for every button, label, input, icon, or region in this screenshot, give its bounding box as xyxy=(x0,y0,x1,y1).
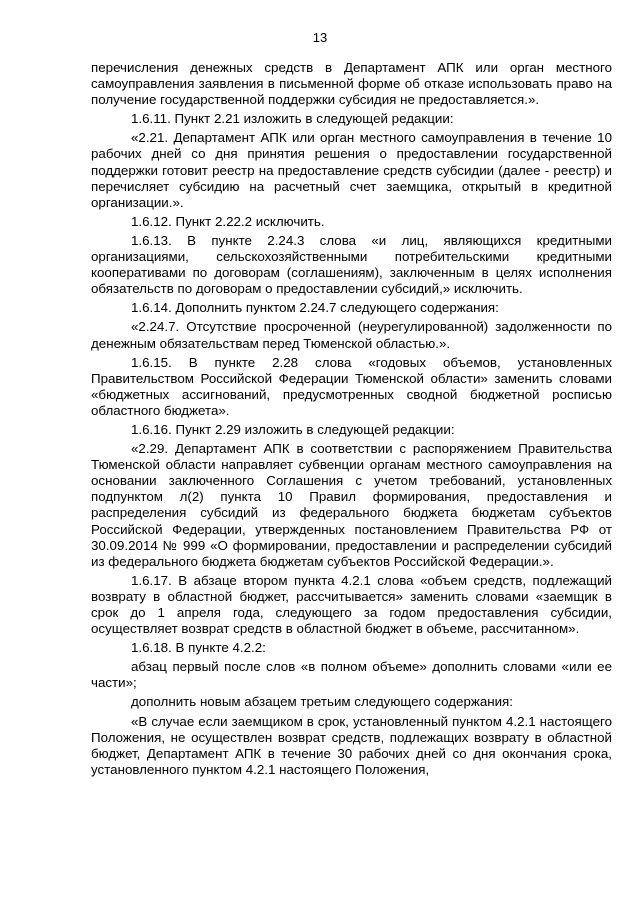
paragraph-third-abzac-intro: дополнить новым абзацем третьим следующего содержания: xyxy=(131,694,513,710)
paragraph-1-6-12: 1.6.12. Пункт 2.22.2 исключить. xyxy=(131,213,325,229)
paragraph-2-21-quote: «2.21. Департамент АПК или орган местного самоуправления в течение 10 рабочих дней со дня принятия решения о предоставлении государственной поддержки готовит реестр на предоставление средств субсидии (далее - реестр) и перечисляет субсидию на расчетный счет заемщика, открытый в кредитной организации.». xyxy=(91,130,612,210)
paragraph-1-6-17: 1.6.17. В абзаце втором пункта 4.2.1 слова «объем средств, подлежащий возврату в областной бюджет, рассчитывается» заменить словами «заемщик в срок до 1 апреля года, следующего за годом предоставления субсидии, осуществляет возврат средств в областной бюджет в объеме, рассчитанном». xyxy=(91,572,612,637)
paragraph-2-24-7-quote: «2.24.7. Отсутствие просроченной (неурегулированной) задолженности по денежным обязательствам перед Тюменской областью.». xyxy=(91,319,612,351)
document-body xyxy=(91,60,612,781)
paragraph-1-6-16: 1.6.16. Пункт 2.29 изложить в следующей редакции: xyxy=(131,421,455,437)
paragraph-1-6-13: 1.6.13. В пункте 2.24.3 слова «и лиц, являющихся кредитными организациями, сельскохозяйственными потребительскими кредитными кооперативами по договорам (соглашениям), заключенным в целях исполнения обязательств по договорам о предоставлении субсидий,» исключить. xyxy=(91,232,612,297)
paragraph-2-29-quote: «2.29. Департамент АПК в соответствии с распоряжением Правительства Тюменской области направляет субвенции органам местного самоуправления на основании заключенного Соглашения с учетом требований, установленных подпунктом л(2) пункта 10 Правил формирования, предоставления и распределения субсидий из федерального бюджета бюджетам субъектов Российской Федерации, утвержденных постановлением Правительства РФ от 30.09.2014 № 999 «О формировании, предоставлении и распределении субсидий из федерального бюджета бюджетам субъектов Российской Федерации.». xyxy=(91,441,612,569)
paragraph-third-abzac-quote: «В случае если заемщиком в срок, установленный пунктом 4.2.1 настоящего Положения, не осуществлен возврат средств, подлежащих возврату в областной бюджет, Департамент АПК в течение 30 рабочих дней со дня окончания срока, установленного пунктом 4.2.1 настоящего Положения, xyxy=(91,713,612,777)
paragraph-1-6-11: 1.6.11. Пункт 2.21 изложить в следующей редакции: xyxy=(131,111,454,127)
paragraph-continuation: перечисления денежных средств в Департамент АПК или орган местного самоуправления заявления в письменной форме об отказе использовать право на получение государственной поддержки субсидия не предоставляется.». xyxy=(91,60,612,108)
page-number: 13 xyxy=(312,30,328,45)
paragraph-1-6-14: 1.6.14. Дополнить пунктом 2.24.7 следующего содержания: xyxy=(131,300,499,316)
paragraph-1-6-15: 1.6.15. В пункте 2.28 слова «годовых объемов, установленных Правительством Российской Федерации Тюменской области» заменить словами «бюджетных ассигнований, предусмотренных сводной бюджетной росписью областного бюджета». xyxy=(91,354,612,418)
paragraph-1-6-18: 1.6.18. В пункте 4.2.2: xyxy=(131,640,266,656)
paragraph-first-abzac: абзац первый после слов «в полном объеме» дополнить словами «или ее части»; xyxy=(91,659,612,691)
